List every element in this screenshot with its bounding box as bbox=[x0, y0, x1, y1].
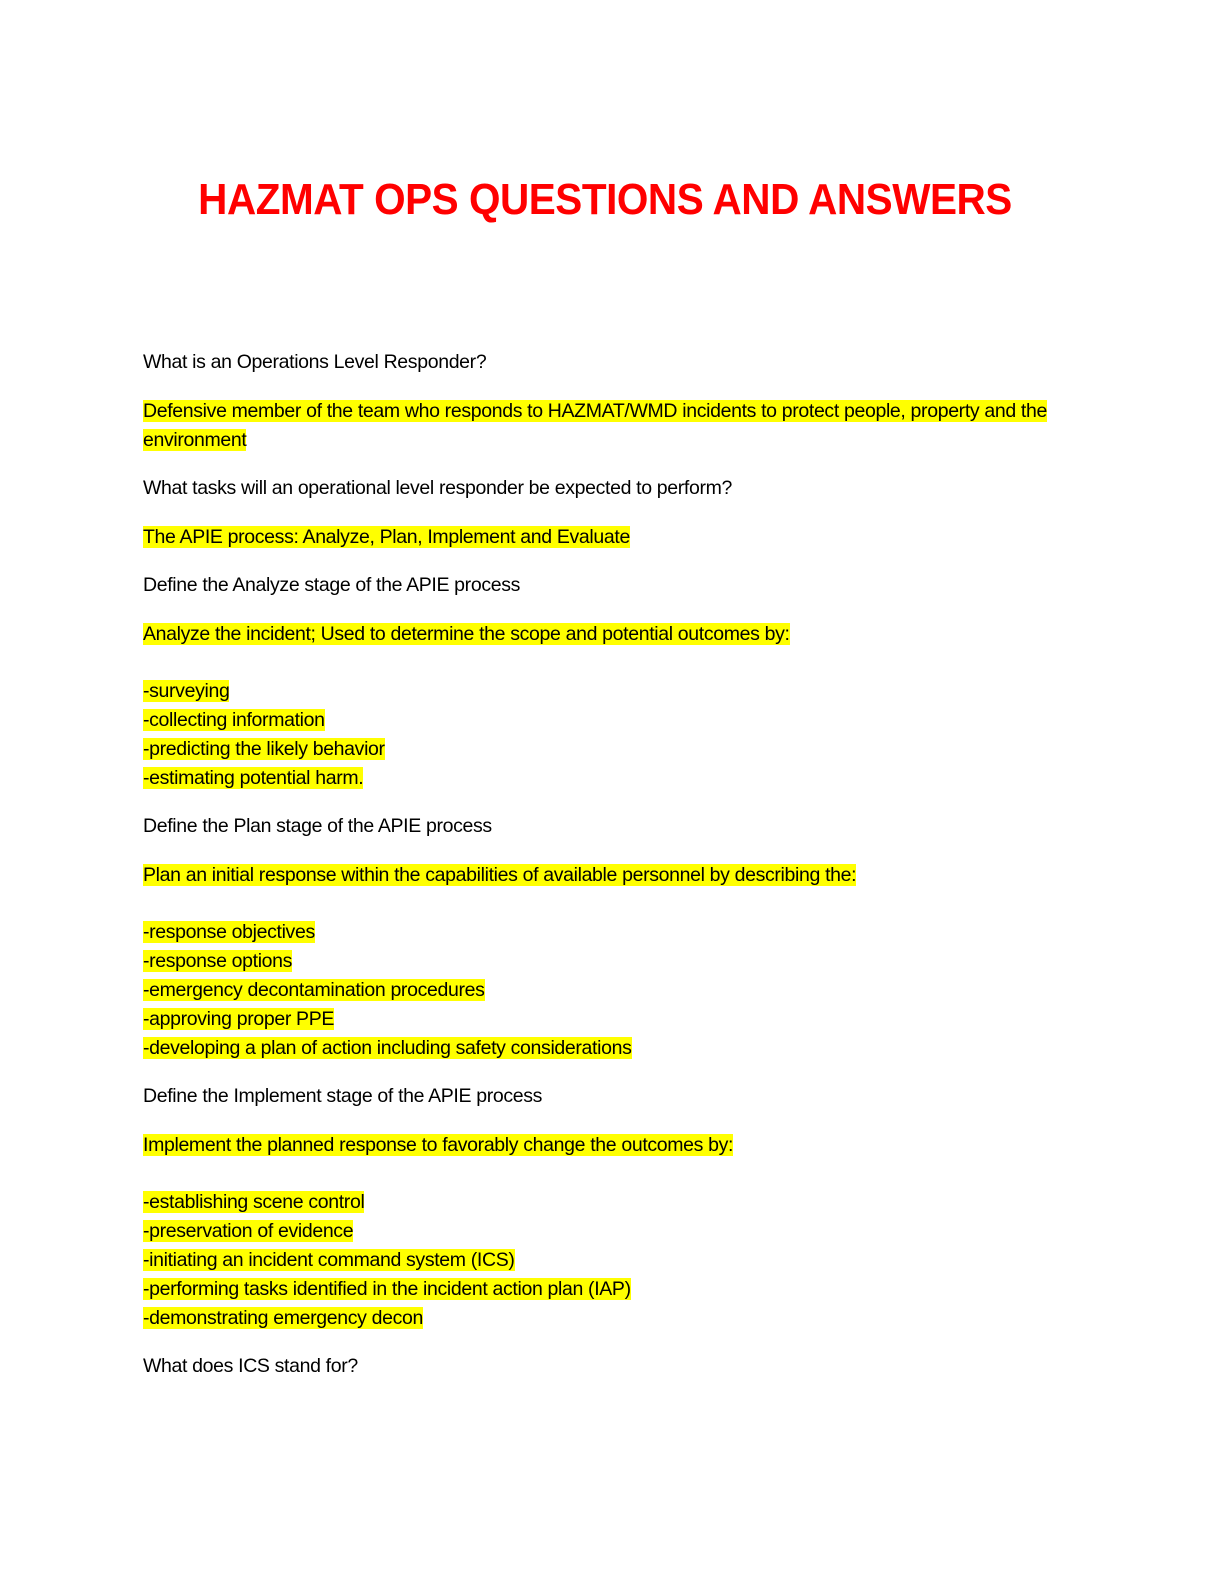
answer-4-list-item: -emergency decontamination procedures bbox=[143, 978, 485, 1001]
document-title: HAZMAT OPS QUESTIONS AND ANSWERS bbox=[198, 175, 1012, 224]
answer-4-line-1: Plan an initial response within the capabilities of available personnel by describing the: bbox=[143, 863, 857, 886]
answer-5-list-item: -demonstrating emergency decon bbox=[143, 1306, 423, 1329]
question-2: What tasks will an operational level responder be expected to perform? bbox=[143, 477, 732, 499]
qa-content bbox=[143, 348, 1047, 1381]
answer-4-list-item: -approving proper PPE bbox=[143, 1007, 335, 1030]
answer-5-line-1: Implement the planned response to favorably change the outcomes by: bbox=[143, 1133, 734, 1156]
answer-4-list-item: -developing a plan of action including safety considerations bbox=[143, 1036, 632, 1059]
answer-4-list-item: -response options bbox=[143, 949, 293, 972]
answer-5-list-item: -establishing scene control bbox=[143, 1190, 365, 1213]
answer-3-list-item: -estimating potential harm. bbox=[143, 766, 364, 789]
answer-4-list-item: -response objectives bbox=[143, 920, 315, 943]
question-6: What does ICS stand for? bbox=[143, 1355, 358, 1377]
answer-3-list-item: -collecting information bbox=[143, 708, 325, 731]
answer-3-list-item: -surveying bbox=[143, 679, 230, 702]
answer-2-line-1: The APIE process: Analyze, Plan, Implement and Evaluate bbox=[143, 525, 630, 548]
question-5: Define the Implement stage of the APIE process bbox=[143, 1085, 543, 1107]
answer-5-list-item: -initiating an incident command system (ICS) bbox=[143, 1248, 515, 1271]
question-3: Define the Analyze stage of the APIE process bbox=[143, 574, 521, 596]
question-4: Define the Plan stage of the APIE process bbox=[143, 815, 492, 837]
answer-5-list-item: -preservation of evidence bbox=[143, 1219, 354, 1242]
answer-5-list-item: -performing tasks identified in the incident action plan (IAP) bbox=[143, 1277, 631, 1300]
answer-1-line-1: Defensive member of the team who responds to HAZMAT/WMD incidents to protect people, property and the bbox=[143, 399, 1047, 422]
answer-3-list-item: -predicting the likely behavior bbox=[143, 737, 385, 760]
answer-3-line-1: Analyze the incident; Used to determine the scope and potential outcomes by: bbox=[143, 622, 790, 645]
question-1: What is an Operations Level Responder? bbox=[143, 351, 487, 373]
answer-1-line-2: environment bbox=[143, 428, 247, 451]
